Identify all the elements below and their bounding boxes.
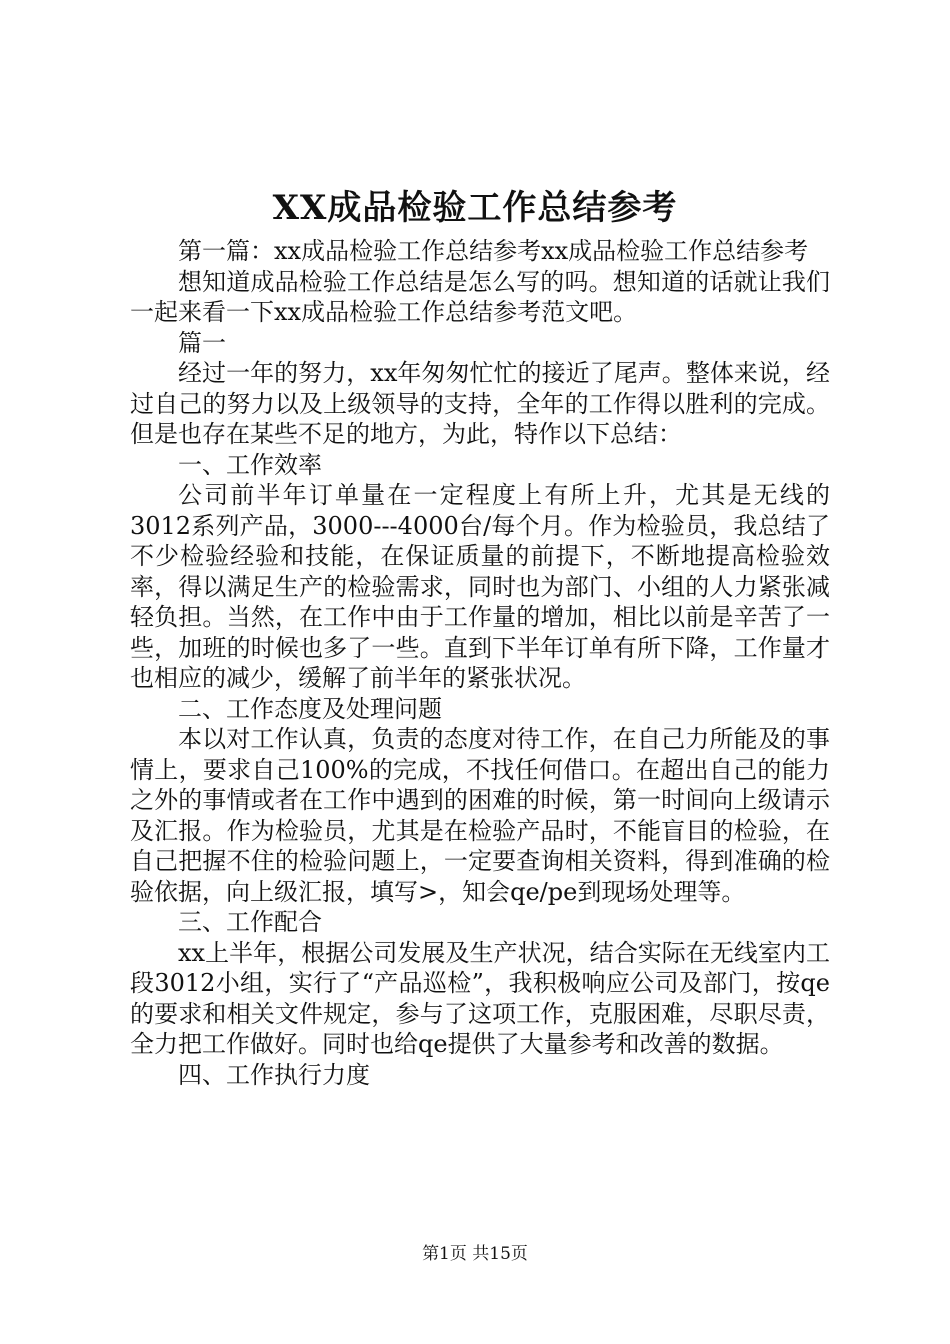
document-body <box>130 236 830 1090</box>
section-heading-execution: 四、工作执行力度 <box>178 1060 370 1089</box>
document-title: XX成品检验工作总结参考 <box>272 188 678 228</box>
section-heading-cooperation: 三、工作配合 <box>178 908 322 936</box>
paragraph-overview: 经过一年的努力，xx年匆匆忙忙的接近了尾声。整体来说，经过自己的努力以及上级领导的支持，全年的工作得以胜利的完成。但是也存在某些不足的地方，为此，特作以下总结： <box>130 359 830 448</box>
section-heading-attitude: 二、工作态度及处理问题 <box>178 694 442 723</box>
paragraph-cooperation: xx上半年，根据公司发展及生产状况，结合实际在无线室内工段3012小组，实行了“产品巡检”，我积极响应公司及部门，按qe的要求和相关文件规定，参与了这项工作，克服困难，尽职尽责，全力把工作做好。同时也给qe提供了大量参考和改善的数据。 <box>130 938 830 1058</box>
paragraph-intro: 想知道成品检验工作总结是怎么写的吗。想知道的话就让我们一起来看一下xx成品检验工作总结参考范文吧。 <box>130 267 830 326</box>
paragraph-attitude: 本以对工作认真，负责的态度对待工作，在自己力所能及的事情上，要求自己100%的完成，不找任何借口。在超出自己的能力之外的事情或者在工作中遇到的困难的时候，第一时间向上级请示及汇报。作为检验员，尤其是在检验产品时，不能盲目的检验，在自己把握不住的检验问题上，一定要查询相关资料，得到准确的检验依据，向上级汇报，填写>，知会qe/pe到现场处理等。 <box>130 725 830 906</box>
paragraph-chapter-heading: 第一篇：xx成品检验工作总结参考xx成品检验工作总结参考 <box>178 237 809 265</box>
paragraph-part-label: 篇一 <box>178 328 226 357</box>
section-heading-efficiency: 一、工作效率 <box>178 450 322 479</box>
page-number-footer: 第1页 共15页 <box>422 1244 528 1264</box>
paragraph-efficiency: 公司前半年订单量在一定程度上有所上升，尤其是无线的3012系列产品，3000---4000台/每个月。作为检验员，我总结了不少检验经验和技能，在保证质量的前提下，不断地提高检验效率，得以满足生产的检验需求，同时也为部门、小组的人力紧张减轻负担。当然，在工作中由于工作量的增加，相比以前是辛苦了一些，加班的时候也多了一些。直到下半年订单有所下降，工作量才也相应的减少，缓解了前半年的紧张状况。 <box>130 481 830 692</box>
